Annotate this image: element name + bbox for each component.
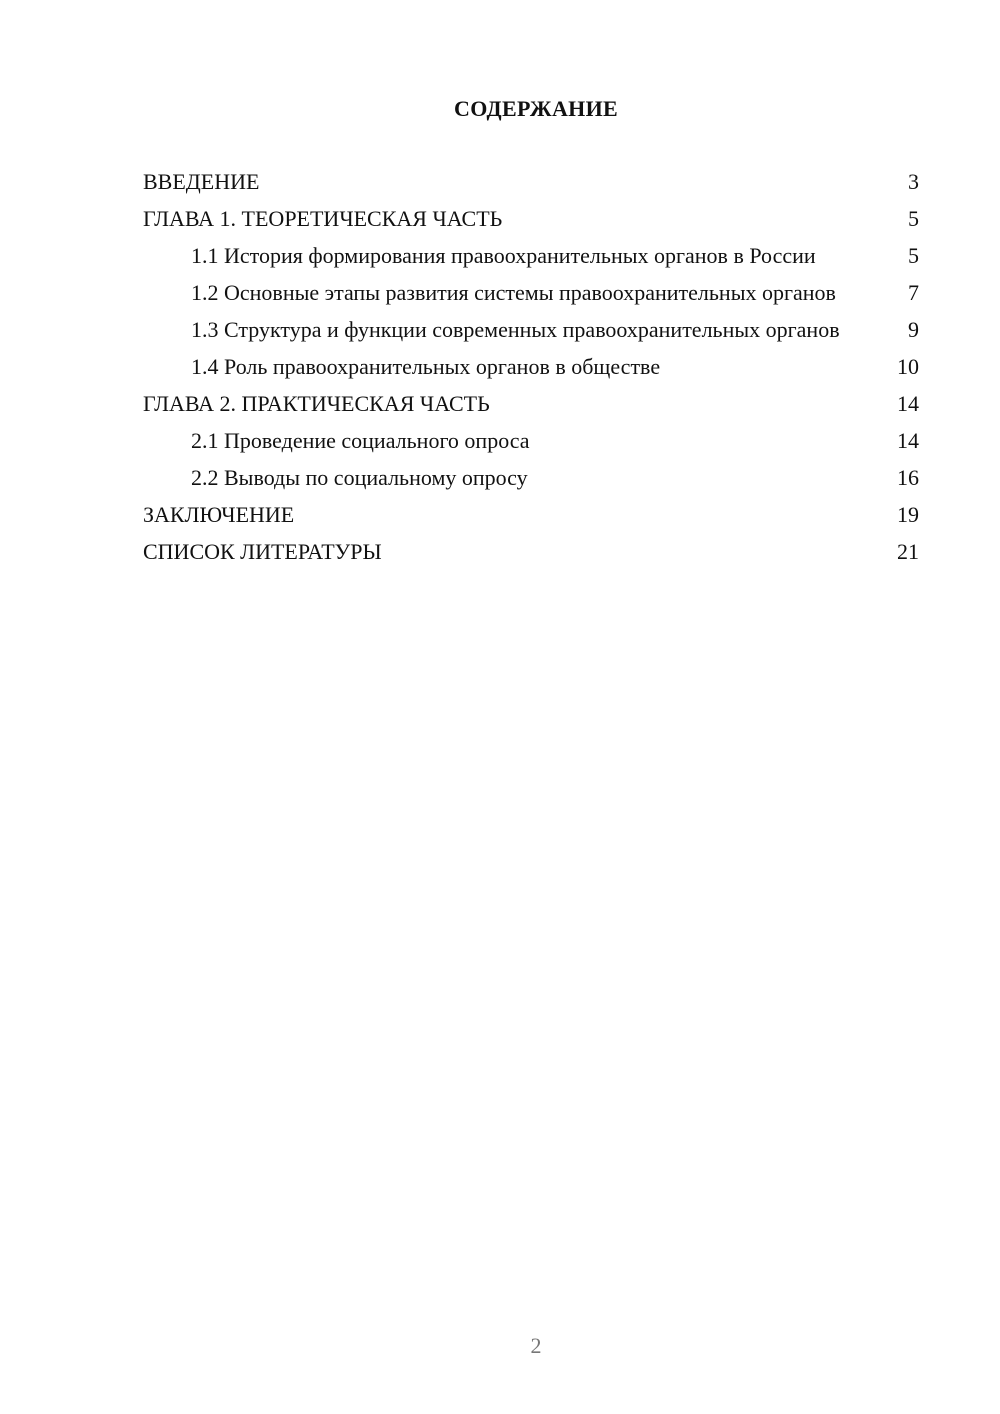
toc-entry-chapter-1[interactable] [143,205,919,232]
toc-entry-section-1-4[interactable] [143,353,919,380]
toc-entry-page: 5 [908,206,919,231]
toc-entry-references[interactable] [143,538,919,565]
toc-entry-label: ВВЕДЕНИЕ [143,169,260,194]
toc-entry-label: 1.4 Роль правоохранительных органов в обществе [191,354,661,379]
toc-entry-chapter-2[interactable] [143,390,919,417]
toc-entry-label: 2.2 Выводы по социальному опросу [191,465,528,490]
toc-entry-page: 21 [897,539,919,564]
table-of-contents [143,168,919,575]
toc-entry-label: СПИСОК ЛИТЕРАТУРЫ [143,539,382,564]
toc-entry-section-1-2[interactable] [143,279,919,306]
toc-entry-conclusion[interactable] [143,501,919,528]
toc-entry-label: 1.3 Структура и функции современных правоохранительных органов [191,317,840,342]
toc-entry-page: 14 [897,428,919,453]
toc-entry-label: ГЛАВА 1. ТЕОРЕТИЧЕСКАЯ ЧАСТЬ [143,206,503,231]
toc-entry-section-2-1[interactable] [143,427,919,454]
toc-entry-label: 1.1 История формирования правоохранительных органов в России [191,243,816,268]
toc-entry-introduction[interactable] [143,168,919,195]
toc-entry-page: 10 [897,354,919,379]
toc-entry-page: 7 [908,280,919,305]
toc-entry-label: 2.1 Проведение социального опроса [191,428,530,453]
toc-entry-page: 3 [908,169,919,194]
toc-entry-label: ЗАКЛЮЧЕНИЕ [143,502,295,527]
toc-entry-page: 16 [897,465,919,490]
toc-entry-page: 19 [897,502,919,527]
toc-entry-page: 5 [908,243,919,268]
page-title: СОДЕРЖАНИЕ [454,96,618,121]
toc-entry-page: 9 [908,317,919,342]
toc-entry-label: 1.2 Основные этапы развития системы правоохранительных органов [191,280,836,305]
toc-entry-section-2-2[interactable] [143,464,919,491]
toc-entry-section-1-3[interactable] [143,316,919,343]
page-number: 2 [530,1333,542,1358]
toc-entry-page: 14 [897,391,919,416]
toc-entry-section-1-1[interactable] [143,242,919,269]
toc-entry-label: ГЛАВА 2. ПРАКТИЧЕСКАЯ ЧАСТЬ [143,391,490,416]
